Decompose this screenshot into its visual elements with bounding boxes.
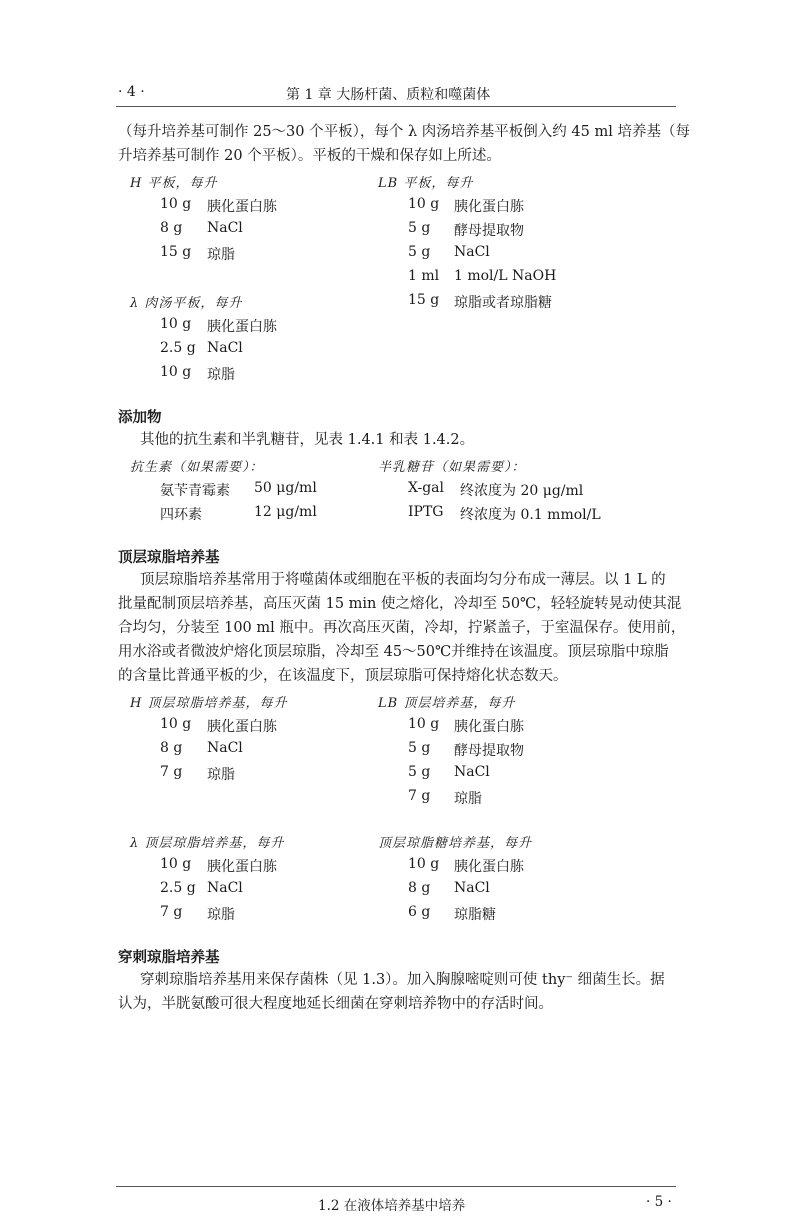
lb-top-agar-title: LB 顶层培养基，每升 — [378, 696, 516, 711]
paragraph-line: 顶层琼脂培养基常用于将噬菌体或细胞在平板的表面均匀分布成一薄层。以 1 L 的 — [140, 572, 666, 588]
recipe-amount: 10 g — [160, 716, 192, 732]
intro-line-1: （每升培养基可制作 25～30 个平板），每个 λ 肉汤培养基平板倒入约 45 ml 培养基（每 — [118, 124, 690, 140]
recipe-ingredient: 胰化蛋白胨 — [207, 319, 277, 335]
lambda-plate-title: λ 肉汤平板，每升 — [130, 296, 243, 311]
paragraph-line: 用水浴或者微波炉熔化顶层琼脂，冷却至 45～50℃并维持在该温度。顶层琼脂中琼脂 — [118, 644, 669, 660]
recipe-amount: 15 g — [160, 244, 192, 260]
recipe-amount: 10 g — [160, 196, 192, 212]
top-agar-heading: 顶层琼脂培养基 — [118, 550, 220, 566]
galactosides-title: 半乳糖苷（如果需要）： — [378, 460, 526, 475]
header-page-number: · 4 · — [118, 84, 145, 100]
recipe-amount: 10 g — [408, 716, 440, 732]
antibiotic-concentration: 12 μg/ml — [254, 504, 317, 520]
recipe-ingredient: 胰化蛋白胨 — [454, 199, 524, 215]
recipe-amount: 10 g — [160, 856, 192, 872]
recipe-ingredient: 胰化蛋白胨 — [454, 859, 524, 875]
header-rule — [116, 106, 676, 107]
recipe-ingredient: NaCl — [207, 880, 243, 896]
recipe-ingredient: 胰化蛋白胨 — [207, 199, 277, 215]
recipe-amount: 5 g — [408, 740, 431, 756]
recipe-ingredient: 琼脂或者琼脂糖 — [454, 295, 552, 311]
antibiotic-concentration: 50 μg/ml — [254, 480, 317, 496]
lambda-top-agar-title: λ 顶层琼脂培养基，每升 — [130, 836, 285, 851]
recipe-ingredient: NaCl — [454, 244, 490, 260]
h-plate-title: H 平板，每升 — [130, 176, 218, 191]
recipe-amount: 7 g — [160, 764, 183, 780]
galactoside-concentration: 终浓度为 0.1 mmol/L — [460, 507, 601, 523]
recipe-ingredient: 酵母提取物 — [454, 743, 524, 759]
recipe-amount: 10 g — [408, 856, 440, 872]
recipe-ingredient: 胰化蛋白胨 — [207, 859, 277, 875]
antibiotic-name: 四环素 — [160, 507, 202, 523]
intro-line-2: 升培养基可制作 20 个平板）。平板的干燥和保存如上所述。 — [118, 148, 501, 164]
lb-plate-title: LB 平板，每升 — [378, 176, 474, 191]
recipe-amount: 8 g — [160, 740, 183, 756]
recipe-ingredient: NaCl — [207, 740, 243, 756]
recipe-ingredient: 琼脂 — [454, 791, 482, 807]
footer-section-title: 1.2 在液体培养基中培养 — [318, 1198, 466, 1214]
recipe-amount: 2.5 g — [160, 340, 196, 356]
recipe-amount: 5 g — [408, 764, 431, 780]
antibiotic-name: 氨苄青霉素 — [160, 483, 230, 499]
paragraph-line: 合均匀，分装至 100 ml 瓶中。再次高压灭菌，冷却，拧紧盖子，于室温保存。使用前， — [118, 620, 686, 636]
recipe-amount: 5 g — [408, 244, 431, 260]
additives-text: 其他的抗生素和半乳糖苷，见表 1.4.1 和表 1.4.2。 — [140, 432, 475, 448]
h-top-agar-title: H 顶层琼脂培养基，每升 — [130, 696, 288, 711]
header-chapter-title: 第 1 章 大肠杆菌、质粒和噬菌体 — [286, 87, 491, 103]
recipe-ingredient: 胰化蛋白胨 — [207, 719, 277, 735]
recipe-ingredient: NaCl — [454, 880, 490, 896]
recipe-amount: 7 g — [160, 904, 183, 920]
recipe-ingredient: NaCl — [454, 764, 490, 780]
recipe-ingredient: 胰化蛋白胨 — [454, 719, 524, 735]
agarose-top-title: 顶层琼脂糖培养基，每升 — [378, 836, 533, 851]
recipe-amount: 7 g — [408, 788, 431, 804]
footer-rule — [116, 1186, 676, 1187]
galactoside-concentration: 终浓度为 20 μg/ml — [460, 483, 584, 499]
paragraph-line: 认为，半胱氨酸可很大程度地延长细菌在穿刺培养物中的存活时间。 — [118, 996, 553, 1012]
additives-heading: 添加物 — [118, 410, 162, 426]
recipe-amount: 1 ml — [408, 268, 440, 284]
recipe-amount: 10 g — [160, 316, 192, 332]
footer-page-number: · 5 · — [646, 1194, 672, 1210]
recipe-amount: 8 g — [160, 220, 183, 236]
recipe-ingredient: 酵母提取物 — [454, 223, 524, 239]
stab-agar-heading: 穿刺琼脂培养基 — [118, 950, 220, 966]
recipe-ingredient: 琼脂 — [207, 767, 235, 783]
galactoside-name: X-gal — [408, 480, 444, 496]
recipe-ingredient: 1 mol/L NaOH — [454, 268, 557, 284]
paragraph-line: 穿刺琼脂培养基用来保存菌株（见 1.3）。加入胸腺嘧啶则可使 thy⁻ 细菌生长。据 — [140, 972, 665, 988]
antibiotics-title: 抗生素（如果需要）： — [130, 460, 264, 475]
recipe-amount: 10 g — [408, 196, 440, 212]
recipe-amount: 10 g — [160, 364, 192, 380]
recipe-amount: 6 g — [408, 904, 431, 920]
recipe-amount: 15 g — [408, 292, 440, 308]
recipe-amount: 2.5 g — [160, 880, 196, 896]
recipe-amount: 8 g — [408, 880, 431, 896]
recipe-ingredient: 琼脂 — [207, 907, 235, 923]
recipe-ingredient: 琼脂 — [207, 247, 235, 263]
recipe-amount: 5 g — [408, 220, 431, 236]
paragraph-line: 的含量比普通平板的少，在该温度下，顶层琼脂可保持熔化状态数天。 — [118, 668, 568, 684]
paragraph-line: 批量配制顶层培养基，高压灭菌 15 min 使之熔化，冷却至 50℃，轻轻旋转晃动使其混 — [118, 596, 682, 612]
recipe-ingredient: 琼脂糖 — [454, 907, 496, 923]
recipe-ingredient: 琼脂 — [207, 367, 235, 383]
recipe-ingredient: NaCl — [207, 340, 243, 356]
galactoside-name: IPTG — [408, 504, 444, 520]
recipe-ingredient: NaCl — [207, 220, 243, 236]
